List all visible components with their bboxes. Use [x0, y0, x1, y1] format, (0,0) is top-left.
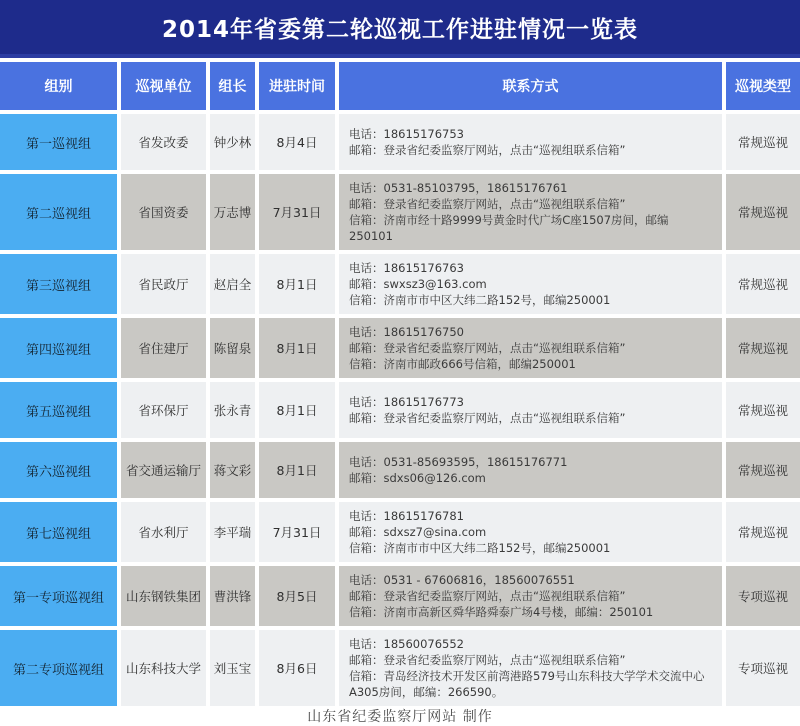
contact-line: 邮箱：sdxs06@126.com — [349, 471, 486, 485]
date-cell: 8月6日 — [259, 630, 335, 706]
column-header: 巡视类型 — [726, 62, 800, 110]
leader-cell: 陈留泉 — [210, 318, 255, 378]
type-cell: 专项巡视 — [726, 566, 800, 626]
contact-cell — [339, 442, 722, 498]
contact-line: 信箱：济南市经十路9999号黄金时代广场C座1507房间，邮编250101 — [349, 213, 669, 243]
contact-line: 邮箱：登录省纪委监察厅网站，点击“巡视组联系信箱” — [349, 143, 626, 157]
title-accent-divider — [0, 54, 800, 58]
column-header: 组别 — [0, 62, 117, 110]
group-cell: 第二巡视组 — [0, 174, 117, 250]
unit-cell: 省住建厅 — [121, 318, 206, 378]
contact-line: 电话：18615176753 — [349, 127, 464, 141]
group-cell: 第五巡视组 — [0, 382, 117, 438]
type-cell: 常规巡视 — [726, 174, 800, 250]
contact-line: 电话：18560076552 — [349, 637, 464, 651]
contact-line: 电话：18615176781 — [349, 509, 464, 523]
contact-line: 邮箱：sdxsz7@sina.com — [349, 525, 487, 539]
contact-line: 电话：0531-85693595，18615176771 — [349, 455, 568, 469]
group-cell: 第一巡视组 — [0, 114, 117, 170]
leader-cell: 蒋文彩 — [210, 442, 255, 498]
column-header: 巡视单位 — [121, 62, 206, 110]
contact-line: 信箱：济南市市中区大纬二路152号，邮编250001 — [349, 541, 611, 555]
contact-line: 信箱：济南市邮政666号信箱，邮编250001 — [349, 357, 576, 371]
unit-cell: 省水利厅 — [121, 502, 206, 562]
leader-cell: 赵启全 — [210, 254, 255, 314]
contact-line: 邮箱：swxsz3@163.com — [349, 277, 487, 291]
group-cell: 第二专项巡视组 — [0, 630, 117, 706]
date-cell: 8月1日 — [259, 254, 335, 314]
group-cell: 第三巡视组 — [0, 254, 117, 314]
contact-cell — [339, 318, 722, 378]
unit-cell: 山东钢铁集团 — [121, 566, 206, 626]
type-cell: 常规巡视 — [726, 114, 800, 170]
contact-line: 邮箱：登录省纪委监察厅网站，点击“巡视组联系信箱” — [349, 411, 626, 425]
unit-cell: 山东科技大学 — [121, 630, 206, 706]
contact-line: 信箱：济南市市中区大纬二路152号，邮编250001 — [349, 293, 611, 307]
leader-cell: 钟少林 — [210, 114, 255, 170]
contact-line: 电话：0531-85103795，18615176761 — [349, 181, 568, 195]
page-title: 2014年省委第二轮巡视工作进驻情况一览表 — [0, 0, 800, 54]
contact-line: 信箱：青岛经济技术开发区前湾港路579号山东科技大学学术交流中心A305房间，邮编：266590。 — [349, 669, 705, 699]
contact-cell — [339, 630, 722, 706]
date-cell: 8月5日 — [259, 566, 335, 626]
footer-credit: 山东省纪委监察厅网站 制作 — [0, 706, 800, 726]
group-cell: 第六巡视组 — [0, 442, 117, 498]
leader-cell: 万志博 — [210, 174, 255, 250]
contact-line: 邮箱：登录省纪委监察厅网站，点击“巡视组联系信箱” — [349, 197, 626, 211]
group-cell: 第七巡视组 — [0, 502, 117, 562]
unit-cell: 省环保厅 — [121, 382, 206, 438]
type-cell: 常规巡视 — [726, 318, 800, 378]
column-header: 组长 — [210, 62, 255, 110]
unit-cell: 省发改委 — [121, 114, 206, 170]
group-cell: 第一专项巡视组 — [0, 566, 117, 626]
contact-cell — [339, 114, 722, 170]
type-cell: 常规巡视 — [726, 502, 800, 562]
contact-line: 电话：18615176763 — [349, 261, 464, 275]
date-cell: 8月1日 — [259, 382, 335, 438]
unit-cell: 省民政厅 — [121, 254, 206, 314]
contact-cell — [339, 566, 722, 626]
contact-line: 电话：18615176750 — [349, 325, 464, 339]
unit-cell: 省交通运输厅 — [121, 442, 206, 498]
leader-cell: 曹洪锋 — [210, 566, 255, 626]
type-cell: 专项巡视 — [726, 630, 800, 706]
date-cell: 8月1日 — [259, 442, 335, 498]
contact-line: 电话：0531 - 67606816，18560076551 — [349, 573, 575, 587]
leader-cell: 刘玉宝 — [210, 630, 255, 706]
date-cell: 7月31日 — [259, 174, 335, 250]
column-header: 进驻时间 — [259, 62, 335, 110]
date-cell: 8月4日 — [259, 114, 335, 170]
contact-line: 邮箱：登录省纪委监察厅网站，点击“巡视组联系信箱” — [349, 653, 626, 667]
type-cell: 常规巡视 — [726, 442, 800, 498]
contact-line: 邮箱：登录省纪委监察厅网站，点击“巡视组联系信箱” — [349, 589, 626, 603]
contact-cell — [339, 382, 722, 438]
column-header: 联系方式 — [339, 62, 722, 110]
contact-line: 电话：18615176773 — [349, 395, 464, 409]
unit-cell: 省国资委 — [121, 174, 206, 250]
type-cell: 常规巡视 — [726, 254, 800, 314]
group-cell: 第四巡视组 — [0, 318, 117, 378]
leader-cell: 李平瑞 — [210, 502, 255, 562]
contact-line: 信箱：济南市高新区舜华路舜泰广场4号楼，邮编：250101 — [349, 605, 654, 619]
contact-cell — [339, 254, 722, 314]
date-cell: 7月31日 — [259, 502, 335, 562]
contact-line: 邮箱：登录省纪委监察厅网站，点击“巡视组联系信箱” — [349, 341, 626, 355]
leader-cell: 张永青 — [210, 382, 255, 438]
contact-cell — [339, 174, 722, 250]
date-cell: 8月1日 — [259, 318, 335, 378]
contact-cell — [339, 502, 722, 562]
inspection-table — [0, 62, 800, 706]
type-cell: 常规巡视 — [726, 382, 800, 438]
